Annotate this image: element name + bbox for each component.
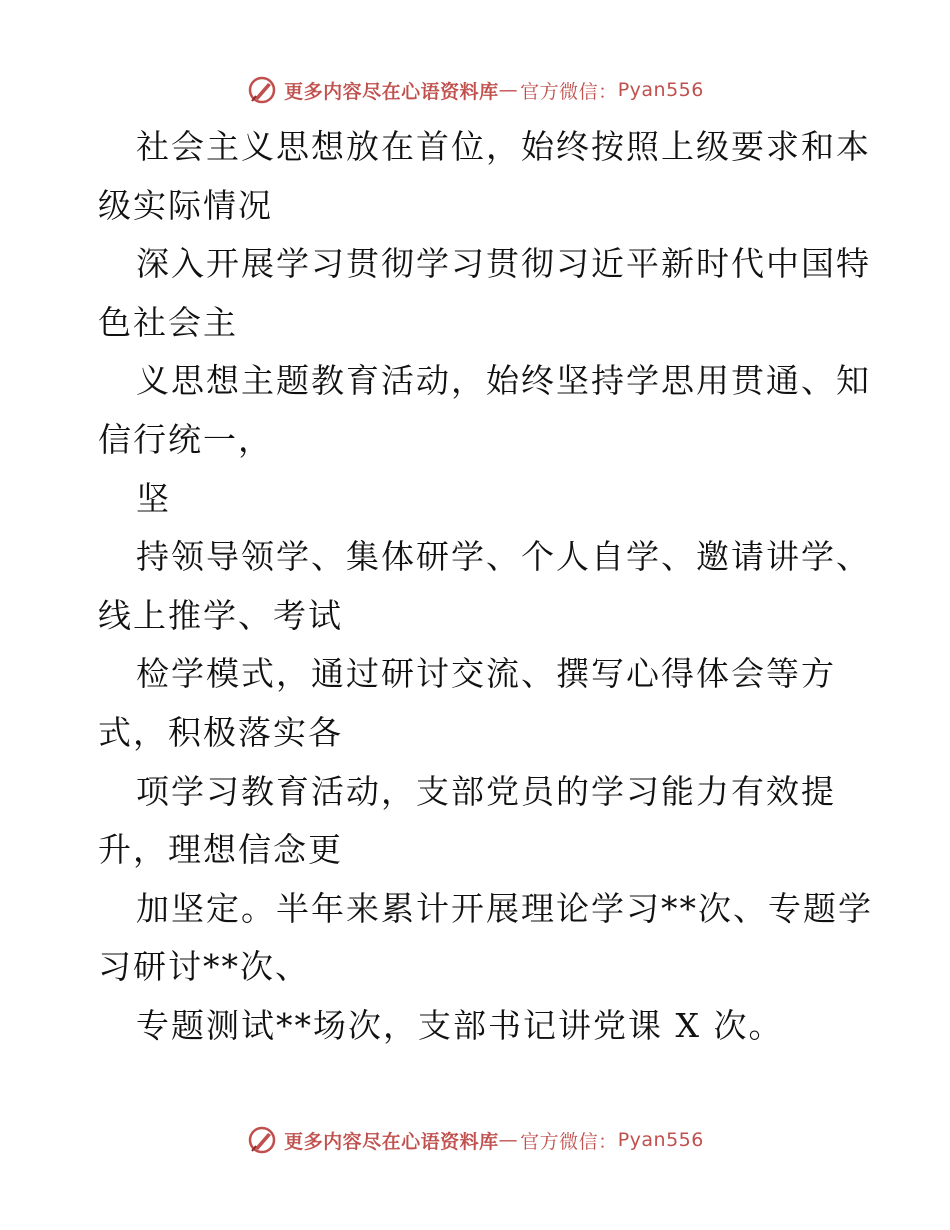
body-line: 色社会主	[98, 302, 238, 342]
body-line: 检学模式，通过研讨交流、撰写心得体会等方	[136, 654, 836, 694]
body-line: 社会主义思想放在首位，始终按照上级要求和本	[136, 127, 871, 166]
watermark-dash: —	[498, 1129, 519, 1151]
body-line: 信行统一，	[98, 419, 273, 459]
header-watermark	[0, 70, 950, 110]
body-line: 义思想主题教育活动，始终坚持学思用贯通、知	[136, 361, 871, 401]
body-line: 专题测试**场次，支部书记讲党课 X 次。	[136, 1005, 784, 1045]
body-line: 加坚定。半年来累计开展理论学习**次、专题学	[136, 888, 873, 928]
watermark-text: 更多内容尽在心语资料库	[284, 80, 499, 103]
watermark-wechat-id: Pyan556	[617, 1129, 704, 1151]
document-body	[98, 118, 873, 1056]
watermark-text: 更多内容尽在心语资料库	[284, 1130, 499, 1153]
body-line: 式，积极落实各	[98, 712, 343, 752]
body-line: 升，理想信念更	[98, 830, 343, 870]
watermark-dash: —	[498, 79, 519, 101]
body-line: 项学习教育活动，支部党员的学习能力有效提	[136, 771, 836, 811]
body-line: 级实际情况	[98, 185, 273, 225]
body-line: 坚	[136, 478, 171, 518]
body-line: 线上推学、考试	[98, 595, 343, 635]
red-quill-logo-icon	[246, 1124, 278, 1156]
footer-watermark	[0, 1120, 950, 1160]
body-line: 持领导领学、集体研学、个人自学、邀请讲学、	[136, 537, 871, 577]
body-line: 深入开展学习贯彻学习贯彻习近平新时代中国特	[136, 244, 871, 284]
watermark-subtitle: 官方微信：	[520, 80, 618, 103]
watermark-wechat-id: Pyan556	[617, 79, 704, 101]
red-quill-logo-icon	[246, 74, 278, 106]
watermark-subtitle: 官方微信：	[520, 1130, 618, 1153]
body-line: 习研讨**次、	[98, 947, 310, 987]
